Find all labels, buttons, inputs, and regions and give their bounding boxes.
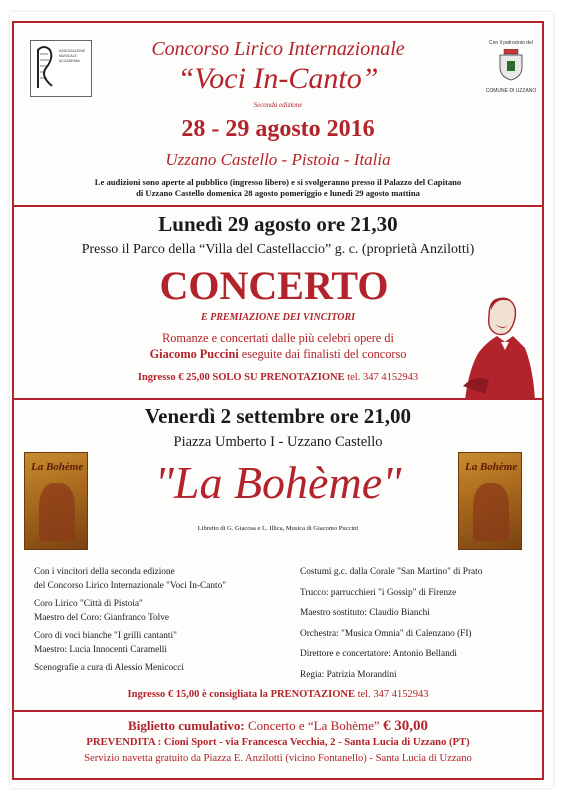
shuttle-info: Servizio navetta gratuito da Piazza E. Anzilotti (vicino Fontanello) - Santa Lucia di Uzzano: [84, 753, 472, 764]
credit-spacer: [300, 580, 482, 587]
section-divider-2: [14, 398, 542, 400]
opera-title: "La Bohème": [154, 457, 402, 508]
concert-description-1: Romanze e concertati dalle più celebri opere di: [162, 331, 394, 345]
section-divider-1: [14, 205, 542, 207]
credit-line: Maestro sostituto: Claudio Bianchi: [300, 608, 430, 618]
credit-spacer: [300, 662, 482, 669]
credit-spacer: [300, 641, 482, 648]
credit-line: Trucco: parrucchieri "i Gossip" di Firenze: [300, 587, 457, 598]
contest-dates: 28 - 29 agosto 2016: [181, 116, 375, 142]
credit-line: Costumi g.c. dalla Corale "San Martino" di Prato: [300, 567, 483, 577]
auditions-info-line-1: Le audizioni sono aperte al pubblico (ingresso libero) e si svolgeranno presso il Palazzo del Capitano: [94, 177, 462, 187]
concert-ticket-phone: tel. 347 4152943: [344, 372, 419, 383]
boheme-poster-right-figure: [473, 483, 509, 541]
credit-spacer: [300, 600, 482, 607]
boheme-poster-left: [24, 452, 88, 550]
contest-title: “Voci In-Canto”: [177, 62, 379, 95]
patronage-label: Con il patrocinio del: [489, 40, 533, 46]
opera-ticket-phone: tel. 347 4152943: [354, 689, 429, 700]
boheme-poster-left-figure: [39, 483, 75, 541]
credit-line: Maestro del Coro: Gianfranco Tolve: [34, 612, 169, 623]
contest-location: Uzzano Castello - Pistoia - Italia: [165, 150, 391, 169]
boheme-poster-right-label: La Bohème: [465, 461, 518, 473]
association-logo-text: ASSOCIAZIONE MUSICALE ACCADEMIA: [59, 49, 86, 63]
cumulative-ticket-label: Biglietto cumulativo:: [128, 718, 245, 733]
boheme-poster-right: [458, 452, 522, 550]
presale-info: PREVENDITA : Cioni Sport - via Francesca Vecchia, 2 - Santa Lucia di Uzzano (PT): [86, 737, 470, 748]
opera-ticket-price: Ingresso € 15,00 è consigliata la: [127, 689, 271, 700]
cumulative-ticket-price: € 30,00: [382, 718, 428, 734]
credit-line: Coro Lirico "Città di Pistoia": [34, 599, 143, 609]
credit-line: Orchestra: "Musica Omnia" di Calenzano (FI): [300, 628, 472, 639]
credit-line: Regia: Patrizia Morandini: [300, 669, 397, 680]
credit-line: Maestro: Lucia Innocenti Caramelli: [34, 644, 167, 655]
puccini-portrait-image: [455, 290, 537, 402]
auditions-info-line-2: di Uzzano Castello domenica 28 agosto pomeriggio e lunedì 29 agosto mattina: [136, 188, 420, 198]
opera-credits-left: [34, 566, 226, 676]
credit-spacer: [300, 621, 482, 628]
credit-line: Con i vincitori della seconda edizione: [34, 567, 175, 577]
section-divider-3: [14, 710, 542, 712]
credit-line: del Concorso Lirico Internazionale "Voci In-Canto": [34, 580, 227, 591]
opera-credits-right: [300, 566, 482, 682]
credit-line: Direttore e concertatore: Antonio Bellandi: [300, 649, 457, 659]
edition-label: Seconda edizione: [253, 101, 303, 109]
concert-venue: Presso il Parco della “Villa del Castellaccio” g. c. (proprietà Anzilotti): [81, 242, 475, 257]
concert-ticket-price: Ingresso € 25,00: [137, 372, 213, 383]
credit-line: Coro di voci bianche "I grilli cantanti": [34, 631, 177, 641]
opera-ticket-info: [14, 689, 542, 700]
concert-reservation-note: SOLO SU PRENOTAZIONE: [212, 372, 345, 383]
cumulative-ticket-items: Concerto e “La Bohème”: [244, 718, 383, 733]
cumulative-ticket: [14, 718, 542, 735]
opera-reservation-note: PRENOTAZIONE: [270, 689, 355, 700]
auditions-info: [14, 177, 542, 199]
concert-datetime: Lunedì 29 agosto ore 21,30: [158, 212, 398, 236]
comune-label: COMUNE DI UZZANO: [485, 88, 537, 94]
concert-subtitle: E PREMIAZIONE DEI VINCITORI: [200, 312, 356, 323]
boheme-poster-left-label: La Bohème: [31, 461, 84, 473]
credit-line: Scenografie a cura di Alessio Menicocci: [34, 663, 184, 673]
opera-datetime: Venerdì 2 settembre ore 21,00: [144, 404, 412, 428]
composer-name: Giacomo Puccini: [149, 347, 239, 361]
concert-description-rest: eseguite dai finalisti del concorso: [238, 347, 407, 361]
concert-title: CONCERTO: [159, 263, 389, 308]
opera-venue: Piazza Umberto I - Uzzano Castello: [173, 434, 383, 450]
opera-libretto: Libretto di G. Giacosa e L. Illica, Musica di Giacomo Puccini: [197, 525, 359, 532]
contest-name: Concorso Lirico Internazionale: [151, 38, 405, 60]
